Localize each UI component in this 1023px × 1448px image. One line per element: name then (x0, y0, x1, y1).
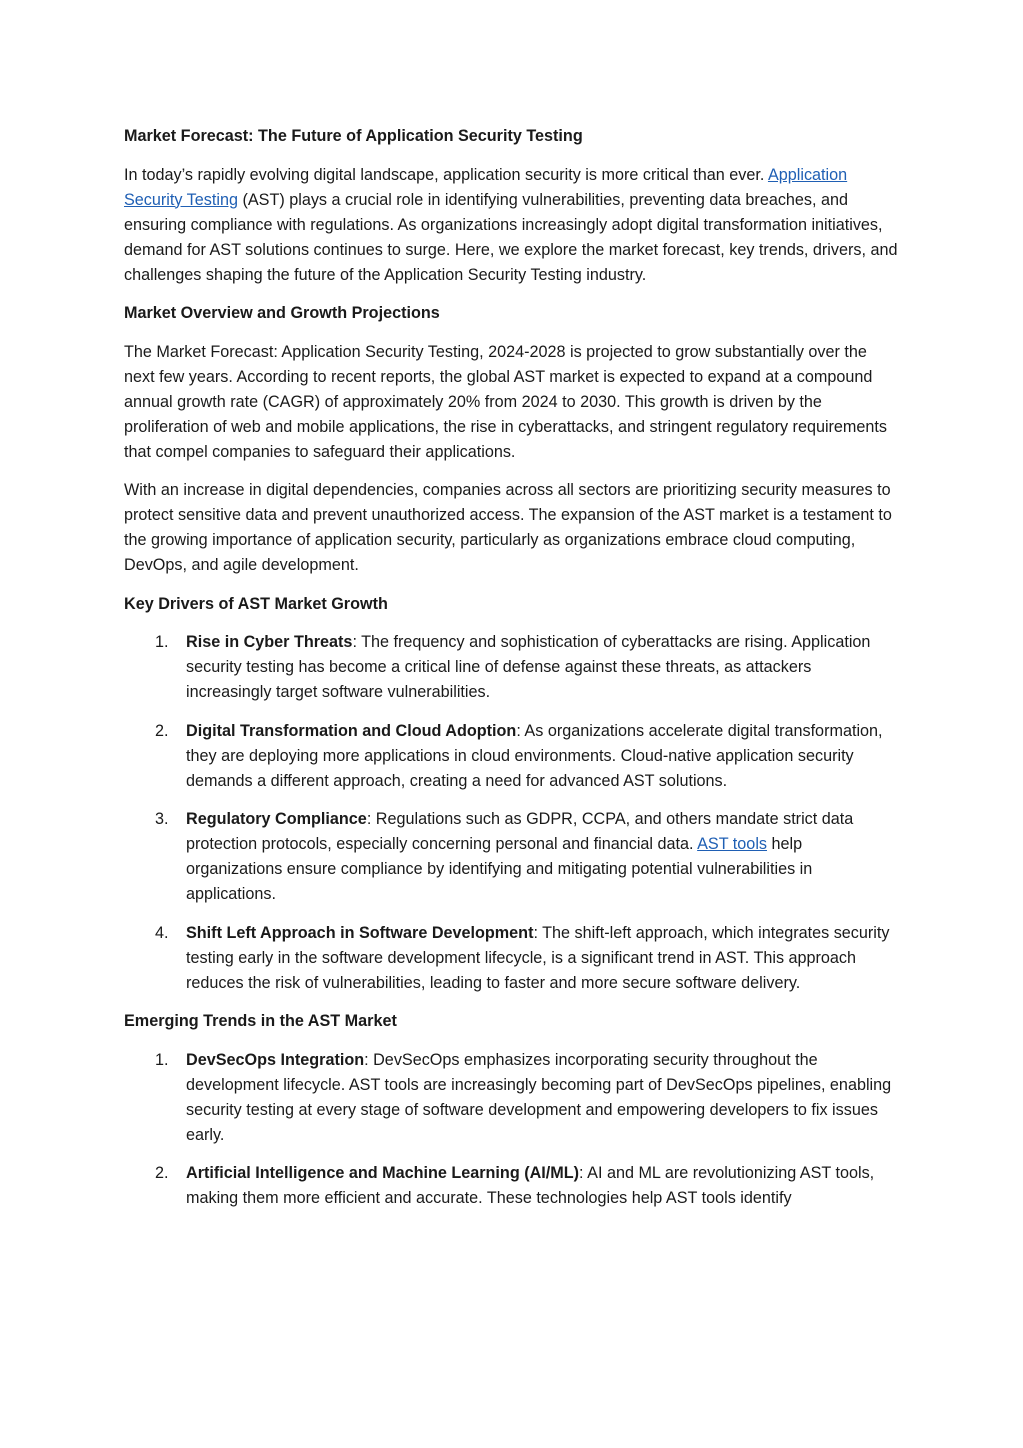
list-item (124, 1161, 900, 1211)
list-item-term: Shift Left Approach in Software Development (186, 923, 534, 942)
application-security-testing-link[interactable]: Application Security Testing (124, 165, 848, 209)
list-item (124, 807, 900, 907)
list-number: 3. (155, 810, 169, 828)
intro-text-after-link: (AST) plays a crucial role in identifying vulnerabilities, preventing data breaches, and ensuring compliance with regulations. As organizations increasingly adopt digital transformation initiatives, demand for AST solutions continues to surge. Here, we explore the market forecast, key trends, drivers, and challenges shaping the future of the Application Security Testing industry. (124, 190, 898, 284)
section-heading-trends: Emerging Trends in the AST Market (124, 1012, 397, 1030)
list-number: 1. (155, 1050, 169, 1069)
intro-text-before-link: In today’s rapidly evolving digital landscape, application security is more critical than ever. (124, 165, 768, 184)
ast-tools-link[interactable]: AST tools (697, 835, 768, 853)
list-number: 4. (155, 923, 169, 942)
trends-list (124, 1048, 900, 1212)
drivers-list (124, 630, 900, 996)
list-item-text-after-link: help organizations ensure compliance by identifying and mitigating potential vulnerabilities in applications. (186, 835, 813, 903)
overview-paragraph-1: The Market Forecast: Application Security Testing, 2024-2028 is projected to grow substantially over the next few years. According to recent reports, the global AST market is expected to expand at a compound annual growth rate (CAGR) of approximately 20% from 2024 to 2030. This growth is driven by the proliferation of web and mobile applications, the rise in cyberattacks, and stringent regulatory requirements that compel companies to safeguard their applications. (124, 342, 888, 461)
list-item (124, 719, 900, 794)
list-item-text: : The shift-left approach, which integrates security testing early in the software development lifecycle, is a significant trend in AST. This approach reduces the risk of vulnerabilities, leading to faster and more secure software delivery. (186, 923, 890, 992)
list-item (124, 921, 900, 996)
overview-paragraph-2: With an increase in digital dependencies, companies across all sectors are prioritizing security measures to protect sensitive data and prevent unauthorized access. The expansion of the AST market is a testament to the growing importance of application security, particularly as organizations embrace cloud computing, DevOps, and agile development. (124, 481, 892, 574)
list-item-text: : As organizations accelerate digital transformation, they are deploying more applications in cloud environments. Cloud-native application security demands a different approach, creating a need for advanced AST solutions. (186, 721, 883, 790)
list-item (124, 1048, 900, 1148)
list-item-term: Rise in Cyber Threats (186, 633, 353, 651)
section-heading-overview: Market Overview and Growth Projections (124, 304, 440, 322)
list-item-text-before-link: : Regulations such as GDPR, CCPA, and others mandate strict data protection protocols, especially concerning personal and financial data. (186, 810, 854, 853)
section-heading-drivers: Key Drivers of AST Market Growth (124, 594, 388, 613)
list-item-text: : DevSecOps emphasizes incorporating security throughout the development lifecycle. AST tools are increasingly becoming part of DevSecOps pipelines, enabling security testing at every stage of software development and empowering developers to fix issues early. (186, 1050, 892, 1144)
list-item-term: Regulatory Compliance (186, 810, 367, 828)
list-item-term: Artificial Intelligence and Machine Learning (AI/ML) (186, 1164, 580, 1182)
list-item (124, 630, 900, 705)
list-item-text: : The frequency and sophistication of cyberattacks are rising. Application security testing has become a critical line of defense against these threats, as attackers increasingly target software vulnerabilities. (186, 633, 871, 701)
list-item-term: Digital Transformation and Cloud Adoption (186, 721, 517, 740)
list-item-term: DevSecOps Integration (186, 1050, 365, 1069)
list-number: 1. (155, 633, 169, 651)
list-number: 2. (155, 1164, 169, 1182)
list-number: 2. (155, 721, 169, 740)
document-title: Market Forecast: The Future of Application Security Testing (124, 127, 583, 145)
intro-paragraph (124, 163, 900, 288)
list-item-text: : AI and ML are revolutionizing AST tools, making them more efficient and accurate. These technologies help AST tools identify (186, 1164, 875, 1207)
document-page (124, 124, 900, 1225)
